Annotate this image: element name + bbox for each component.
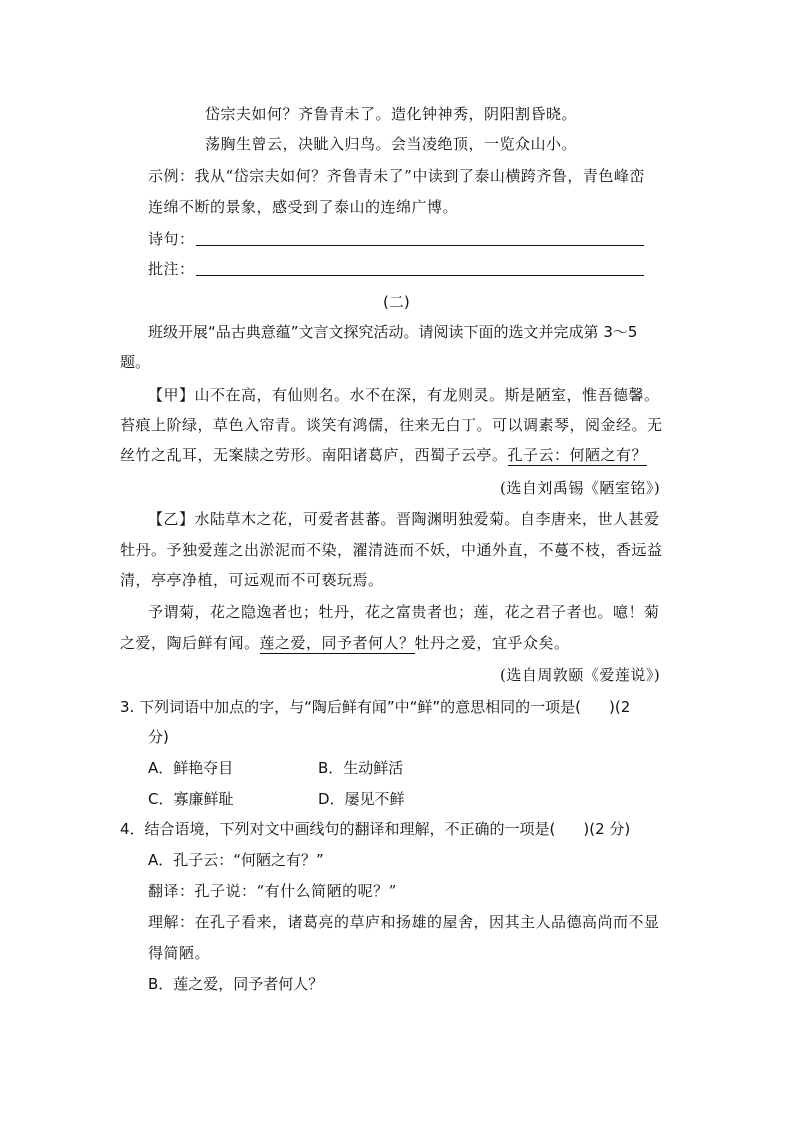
q4-option-a-translation: 翻译：孔子说：“有什么简陋的呢？” (148, 882, 397, 900)
q3-option-c[interactable]: C．寡廉鲜耻 (148, 790, 234, 808)
jia-tag: 【甲】 (148, 386, 195, 404)
q4-stem-text: 4．结合语境，下列对文中画线句的翻译和理解，不正确的一项是( (120, 820, 556, 838)
yi-para2-line-1: 予谓菊，花之隐逸者也；牡丹，花之富贵者也；莲，花之君子者也。噫！菊 (148, 603, 660, 621)
yi-line-3: 清，亭亭净植，可远观而不可亵玩焉。 (120, 571, 384, 589)
jia-line-1 (148, 385, 660, 405)
yi-line-1 (148, 509, 660, 529)
example-line-1: 示例：我从“岱宗夫如何？齐鲁青未了”中读到了泰山横跨齐鲁，青色峰峦 (148, 167, 645, 185)
yi-text-1: 水陆草木之花，可爱者甚蕃。晋陶渊明独爱菊。自李唐来，世人甚爱 (194, 510, 660, 528)
note-answer-line[interactable] (196, 275, 644, 276)
yi-source: (选自周敦颐《爱莲说》) (500, 666, 661, 684)
q4-option-a[interactable]: A．孔子云：“何陋之有？” (148, 851, 324, 869)
jia-text-3: 丝竹之乱耳，无案牍之劳形。南阳诸葛庐，西蜀子云亭。 (120, 446, 508, 464)
q3-stem-cont: 分) (148, 728, 169, 746)
example-line-2: 连绵不断的景象，感受到了泰山的连绵广博。 (148, 198, 459, 216)
q4-option-b[interactable]: B．莲之爱，同予者何人？ (148, 975, 324, 993)
poem-answer-line[interactable] (196, 245, 644, 246)
poem-line-1: 岱宗夫如何？齐鲁青未了。造化钟神秀，阴阳割昏晓。 (205, 105, 578, 123)
note-field-label: 批注： (148, 260, 195, 278)
q3-score: )(2 (609, 698, 631, 716)
section-heading: (二) (383, 293, 410, 311)
q4-option-a-understanding-1: 理解：在孔子看来，诸葛亮的草庐和扬雄的屋舍，因其主人品德高尚而不显 (148, 913, 660, 931)
jia-line-2: 苔痕上阶绿，草色入帘青。谈笑有鸿儒，往来无白丁。可以调素琴，阅金经。无 (120, 416, 663, 434)
q4-stem (120, 819, 630, 839)
section-intro-2: 题。 (120, 353, 151, 371)
jia-text-1: 山不在高，有仙则名。水不在深，有龙则灵。斯是陋室，惟吾德馨。 (194, 386, 660, 404)
yi-text-p2b: 牡丹之爱，宜乎众矣。 (414, 634, 570, 652)
yi-tag: 【乙】 (148, 510, 195, 528)
yi-para2-line-2 (120, 633, 570, 653)
poem-field-label: 诗句： (148, 230, 195, 248)
section-intro-1: 班级开展“品古典意蕴”文言文探究活动。请阅读下面的选文并完成第 3～5 (148, 323, 638, 341)
jia-underlined-sentence: 孔子云：何陋之有？ (507, 446, 648, 464)
jia-source: (选自刘禹锡《陋室铭》) (500, 479, 661, 497)
q3-option-d[interactable]: D．屡见不鲜 (318, 790, 405, 808)
yi-underlined-sentence: 莲之爱，同予者何人？ (259, 634, 415, 652)
yi-line-2: 牡丹。予独爱莲之出淤泥而不染，濯清涟而不妖，中通外直，不蔓不枝，香远益 (120, 541, 663, 559)
q3-stem (120, 697, 630, 717)
poem-line-2: 荡胸生曾云，决眦入归鸟。会当凌绝顶，一览众山小。 (205, 135, 578, 153)
q3-stem-text: 3. 下列词语中加点的字，与“陶后鲜有闻”中“鲜”的意思相同的一项是( (120, 698, 582, 716)
yi-text-p2a: 之爱，陶后鲜有闻。 (120, 634, 260, 652)
jia-line-3 (120, 445, 647, 465)
q3-option-b[interactable]: B．生动鲜活 (318, 759, 404, 777)
q3-option-a[interactable]: A．鲜艳夺目 (148, 759, 234, 777)
q4-score: )(2 分) (583, 820, 631, 838)
q4-option-a-understanding-2: 得简陋。 (148, 944, 211, 962)
